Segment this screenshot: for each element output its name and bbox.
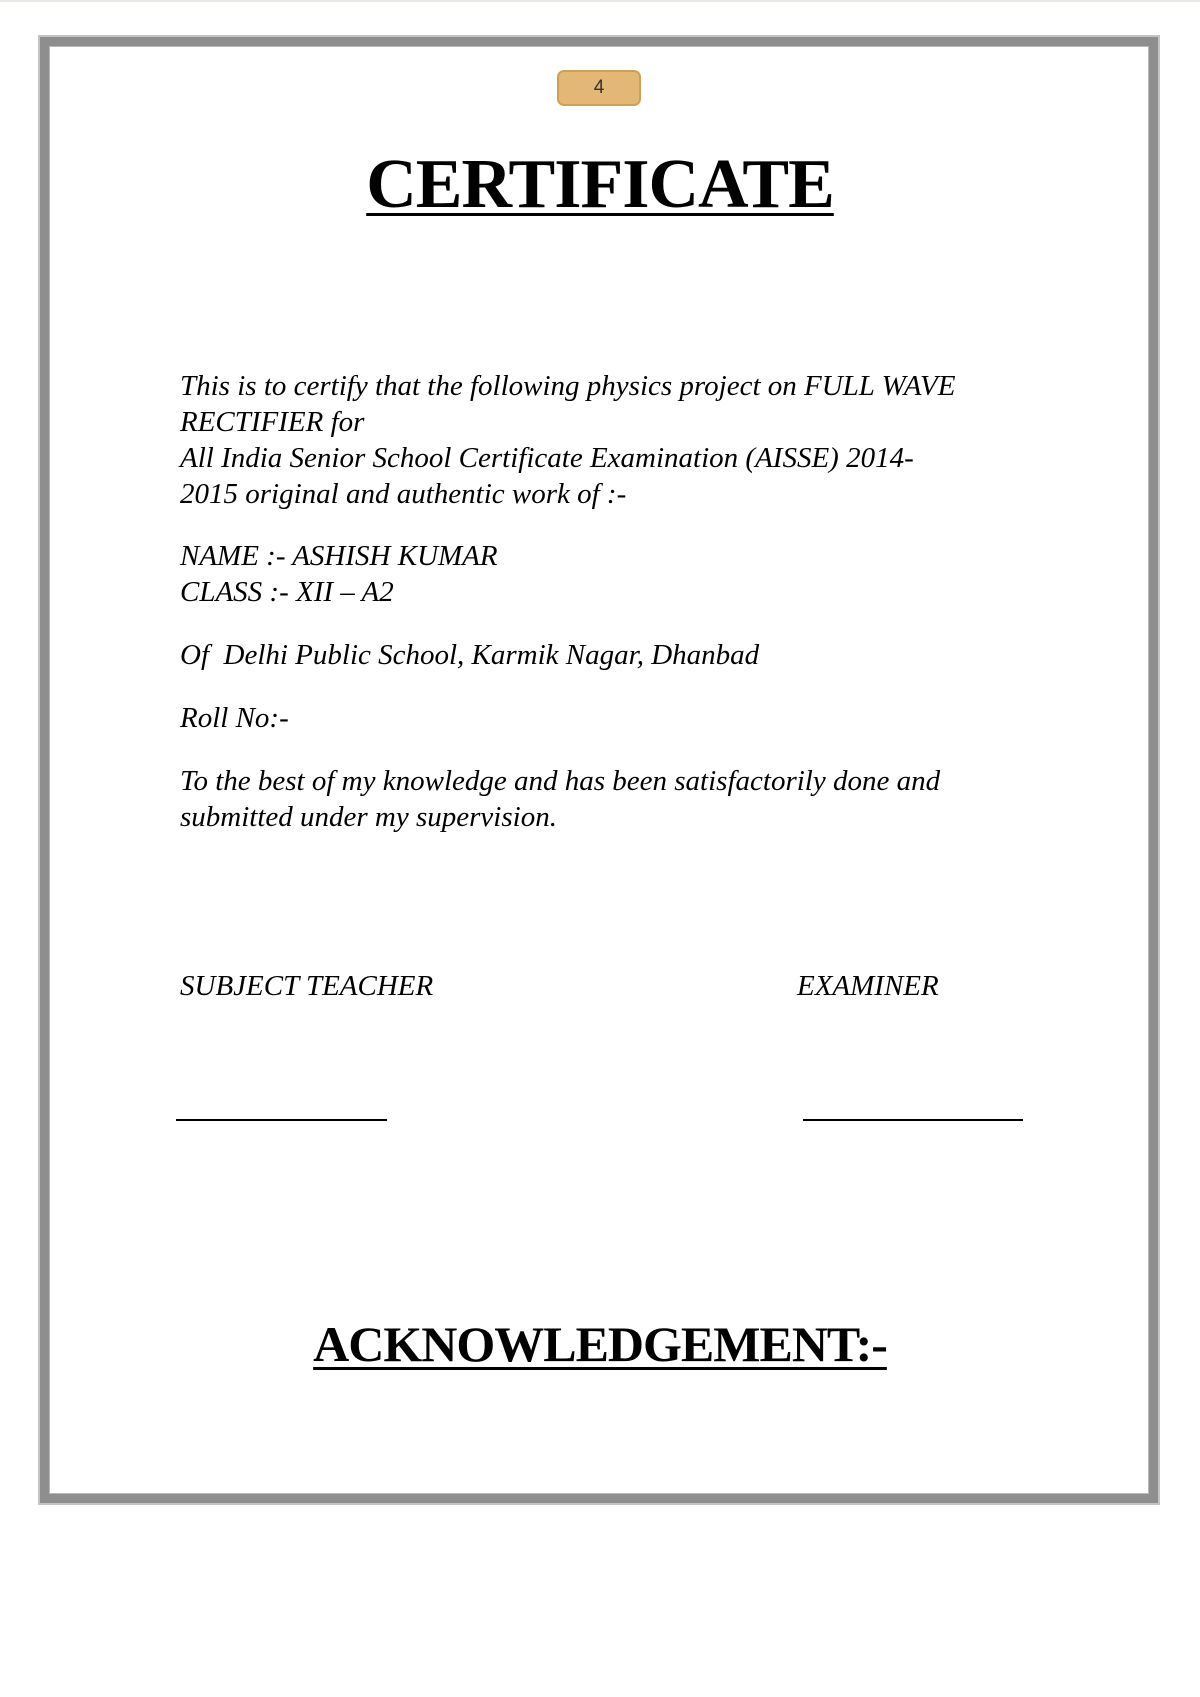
acknowledgement-title: ACKNOWLEDGEMENT:- [313,1316,887,1372]
intro-line: This is to certify that the following physics project on FULL WAVE [180,370,956,402]
roll-number: Roll No:- [180,702,289,734]
page-number-badge: 4 [557,70,641,106]
certificate-title: CERTIFICATE [366,146,834,223]
intro-line: All India Senior School Certificate Examination (AISSE) 2014- [180,442,914,474]
school-line [180,637,1030,673]
certificate-closing-paragraph [180,763,1030,835]
teacher-signature-line [176,1119,387,1121]
closing-line: To the best of my knowledge and has been satisfactorily done and [180,765,941,797]
examiner-label: EXAMINER [797,970,939,1002]
subject-teacher-label: SUBJECT TEACHER [180,970,434,1002]
certificate-intro-paragraph [180,368,1030,512]
roll-number-line [180,700,1030,736]
intro-line: 2015 original and authentic work of :- [180,478,627,510]
school-name: Of Delhi Public School, Karmik Nagar, Dhanbad [180,639,760,671]
closing-line: submitted under my supervision. [180,801,557,833]
student-details [180,538,1030,610]
intro-line: RECTIFIER for [180,406,365,438]
page-top-edge [0,0,1200,2]
student-class: CLASS :- XII – A2 [180,576,394,608]
student-name: NAME :- ASHISH KUMAR [180,540,498,572]
examiner-signature-line [803,1119,1023,1121]
